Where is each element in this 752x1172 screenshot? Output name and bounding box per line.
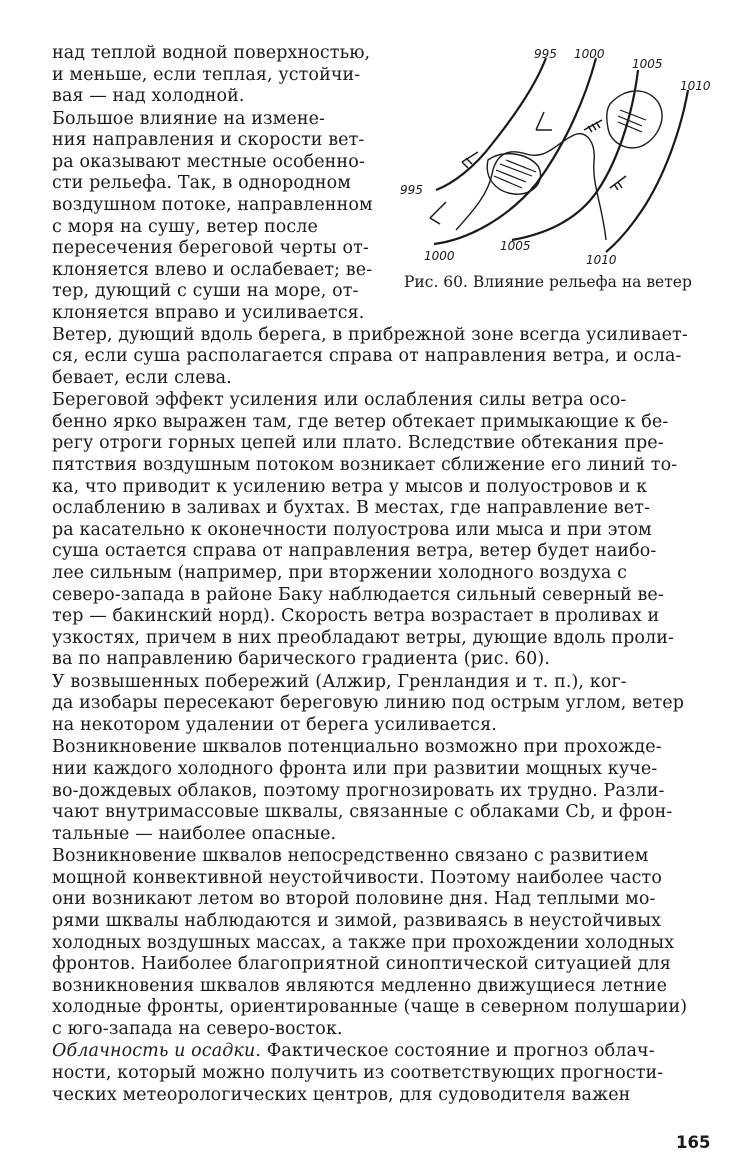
isobar-label: 1005 xyxy=(500,239,531,253)
text-line xyxy=(52,42,388,64)
text-line xyxy=(52,562,718,584)
text-line-content: клоняется влево и ослабевает; ве- xyxy=(52,259,373,280)
text-line xyxy=(52,280,388,302)
isobar-label: 1000 xyxy=(574,47,605,61)
text-line-content: лее сильным (например, при вторжении холодного воздуха с xyxy=(52,563,627,583)
text-line-content: на некотором удалении от берега усиливается. xyxy=(52,715,497,735)
coastline xyxy=(456,134,606,240)
text-line xyxy=(52,932,718,954)
text-line-content: узкостях, причем в них преобладают ветры, дующие вдоль проли- xyxy=(52,627,675,648)
isobar-label: 1000 xyxy=(424,249,455,263)
text-line-content: Возникновение шквалов потенциально возможно при прохожде- xyxy=(52,737,662,758)
text-line xyxy=(52,605,718,627)
text-line xyxy=(52,996,718,1018)
text-line xyxy=(52,910,718,932)
text-line-content: ва по направлению барического градиента (рис. 60). xyxy=(52,649,550,670)
text-line xyxy=(52,714,718,736)
text-line-content: сти рельефа. Так, в однородном xyxy=(52,173,351,194)
text-line xyxy=(52,324,718,346)
text-line-content: Фактическое состояние и прогноз облач- xyxy=(261,1041,655,1062)
text-line-content: чают внутримассовые шквалы, связанные с облаками Cb, и фрон- xyxy=(52,802,673,823)
text-line-content: ся, если суша располагается справа от направления ветра, и осла- xyxy=(52,346,682,367)
text-line xyxy=(52,1040,718,1062)
text-line-content: фронтов. Наиболее благоприятной синоптической ситуацией для xyxy=(52,954,671,975)
text-line-content: они возникают летом во второй половине дня. Над теплыми мо- xyxy=(52,889,656,910)
text-line xyxy=(52,85,388,107)
text-line-content: и меньше, если теплая, устойчи- xyxy=(52,64,361,85)
text-line-content: клоняется вправо и усиливается. xyxy=(52,303,365,323)
text-line-content: мощной конвективной неустойчивости. Поэтому наиболее часто xyxy=(52,867,662,888)
text-line-content: ческих метеорологических центров, для судоводителя важен xyxy=(52,1084,631,1105)
text-line xyxy=(52,237,388,259)
hatch-area-1 xyxy=(494,160,536,188)
text-line xyxy=(52,648,718,670)
text-line-content: холодные фронты, ориентированные (чаще в северном полушарии) xyxy=(52,997,688,1018)
text-line xyxy=(52,367,718,389)
isobar-label: 995 xyxy=(400,183,423,197)
text-line xyxy=(52,692,718,714)
text-line xyxy=(52,1084,718,1106)
text-line-content: ра оказывают местные особенно- xyxy=(52,151,365,172)
text-line xyxy=(52,497,718,519)
wind-arrow-1 xyxy=(536,112,552,130)
text-line-content: Береговой эффект усиления или ослабления силы ветра осо- xyxy=(52,390,627,411)
text-line-content: воздушном потоке, направленном xyxy=(52,195,373,215)
text-line-content: ра касательно к оконечности полуострова или мыса и при этом xyxy=(52,519,652,540)
text-line-content: пересечения береговой черты от- xyxy=(52,238,369,259)
text-line xyxy=(52,259,388,281)
text-line xyxy=(52,216,388,238)
text-line xyxy=(52,64,388,86)
text-line xyxy=(52,540,718,562)
text-line-content: ности, который можно получить из соответствующих прогности- xyxy=(52,1063,664,1083)
text-line-content: Ветер, дующий вдоль берега, в прибрежной зоне всегда усиливает- xyxy=(52,324,688,345)
text-line xyxy=(52,888,718,910)
text-line xyxy=(52,172,388,194)
text-line xyxy=(52,845,718,867)
text-line-content: тер, дующий с суши на море, от- xyxy=(52,281,359,302)
text-line xyxy=(52,432,718,454)
text-line xyxy=(52,780,718,802)
text-line xyxy=(52,454,718,476)
text-line xyxy=(52,151,388,173)
text-line xyxy=(52,411,718,433)
wind-arrow-3 xyxy=(430,202,446,224)
figure-wind-relief xyxy=(396,44,726,276)
text-line xyxy=(52,129,388,151)
text-line-content: суша остается справа от направления ветра, ветер будет наибо- xyxy=(52,541,657,562)
text-line-content: во-дождевых облаков, поэтому прогнозировать их трудно. Разли- xyxy=(52,780,665,801)
isobar-995 xyxy=(436,58,546,190)
text-line xyxy=(52,758,718,780)
wind-arrow-4 xyxy=(584,120,602,132)
text-line-content: холодных воздушных массах, а также при прохождении холодных xyxy=(52,932,675,953)
relief-contour xyxy=(607,91,662,148)
text-line xyxy=(52,975,718,997)
text-line xyxy=(52,867,718,889)
isobar-label: 1010 xyxy=(680,79,711,93)
text-line-content: регу отроги горных цепей или плато. Вследствие обтекания пре- xyxy=(52,433,664,454)
isobar-label: 1010 xyxy=(586,253,617,267)
text-line-content: возникновения шквалов являются медленно движущиеся летние xyxy=(52,975,668,996)
text-line xyxy=(52,823,718,845)
text-line-content: тер — бакинский норд). Скорость ветра возрастает в проливах и xyxy=(52,606,660,627)
text-line xyxy=(52,345,718,367)
text-line xyxy=(52,519,718,541)
text-line-content: ослаблению в заливах и бухтах. В местах, где направление вет- xyxy=(52,498,650,519)
text-line-content: ка, что приводит к усилению ветра у мысов и полуостровов и к xyxy=(52,476,648,497)
text-line-content: над теплой водной поверхностью, xyxy=(52,43,371,63)
text-line xyxy=(52,389,718,411)
text-line-content: Большое влияние на измене- xyxy=(52,108,326,129)
text-line-content: бенно ярко выражен там, где ветер обтекает примыкающие к бе- xyxy=(52,411,669,432)
text-line-content: с моря на сушу, ветер после xyxy=(52,216,318,237)
figure-caption: Рис. 60. Влияние рельефа на ветер xyxy=(404,273,692,291)
text-line-content: да изобары пересекают береговую линию под острым углом, ветер xyxy=(52,693,685,714)
text-line xyxy=(52,801,718,823)
text-line xyxy=(52,1018,718,1040)
text-line-content: бевает, если слева. xyxy=(52,367,232,388)
text-line-content: ния направления и скорости вет- xyxy=(52,130,365,151)
text-line-content: пятствия воздушным потоком возникает сближение его линий то- xyxy=(52,455,678,475)
page-number: 165 xyxy=(676,1133,711,1152)
text-line xyxy=(52,1062,718,1084)
hatch-area-2 xyxy=(618,110,646,132)
text-line-content: Возникновение шквалов непосредственно связано с развитием xyxy=(52,846,649,867)
text-line xyxy=(52,194,388,216)
text-line-content: У возвышенных побережий (Алжир, Гренландия и т. п.), ког- xyxy=(52,671,627,692)
italic-heading: Облачность и осадки. xyxy=(52,1041,262,1062)
text-line xyxy=(52,671,718,693)
text-line-content: тальные — наиболее опасные. xyxy=(52,823,337,844)
text-line xyxy=(52,736,718,758)
isobar-label: 1005 xyxy=(632,57,663,71)
text-line xyxy=(52,302,388,324)
isobar-1010 xyxy=(606,90,688,252)
wind-arrow-5 xyxy=(610,176,626,190)
text-line xyxy=(52,584,718,606)
text-line-content: рями шквалы наблюдаются и зимой, развиваясь в неустойчивых xyxy=(52,911,662,931)
text-line-content: северо-запада в районе Баку наблюдается сильный северный ве- xyxy=(52,584,664,605)
text-line xyxy=(52,953,718,975)
text-line-content: с юго-запада на северо-восток. xyxy=(52,1019,343,1039)
isobar-label: 995 xyxy=(534,47,557,61)
text-line-content: нии каждого холодного фронта или при развитии мощных куче- xyxy=(52,759,658,779)
text-line xyxy=(52,476,718,498)
text-line-content: вая — над холодной. xyxy=(52,86,245,107)
text-line xyxy=(52,627,718,649)
text-line xyxy=(52,108,388,130)
wind-arrow-2 xyxy=(462,152,478,168)
